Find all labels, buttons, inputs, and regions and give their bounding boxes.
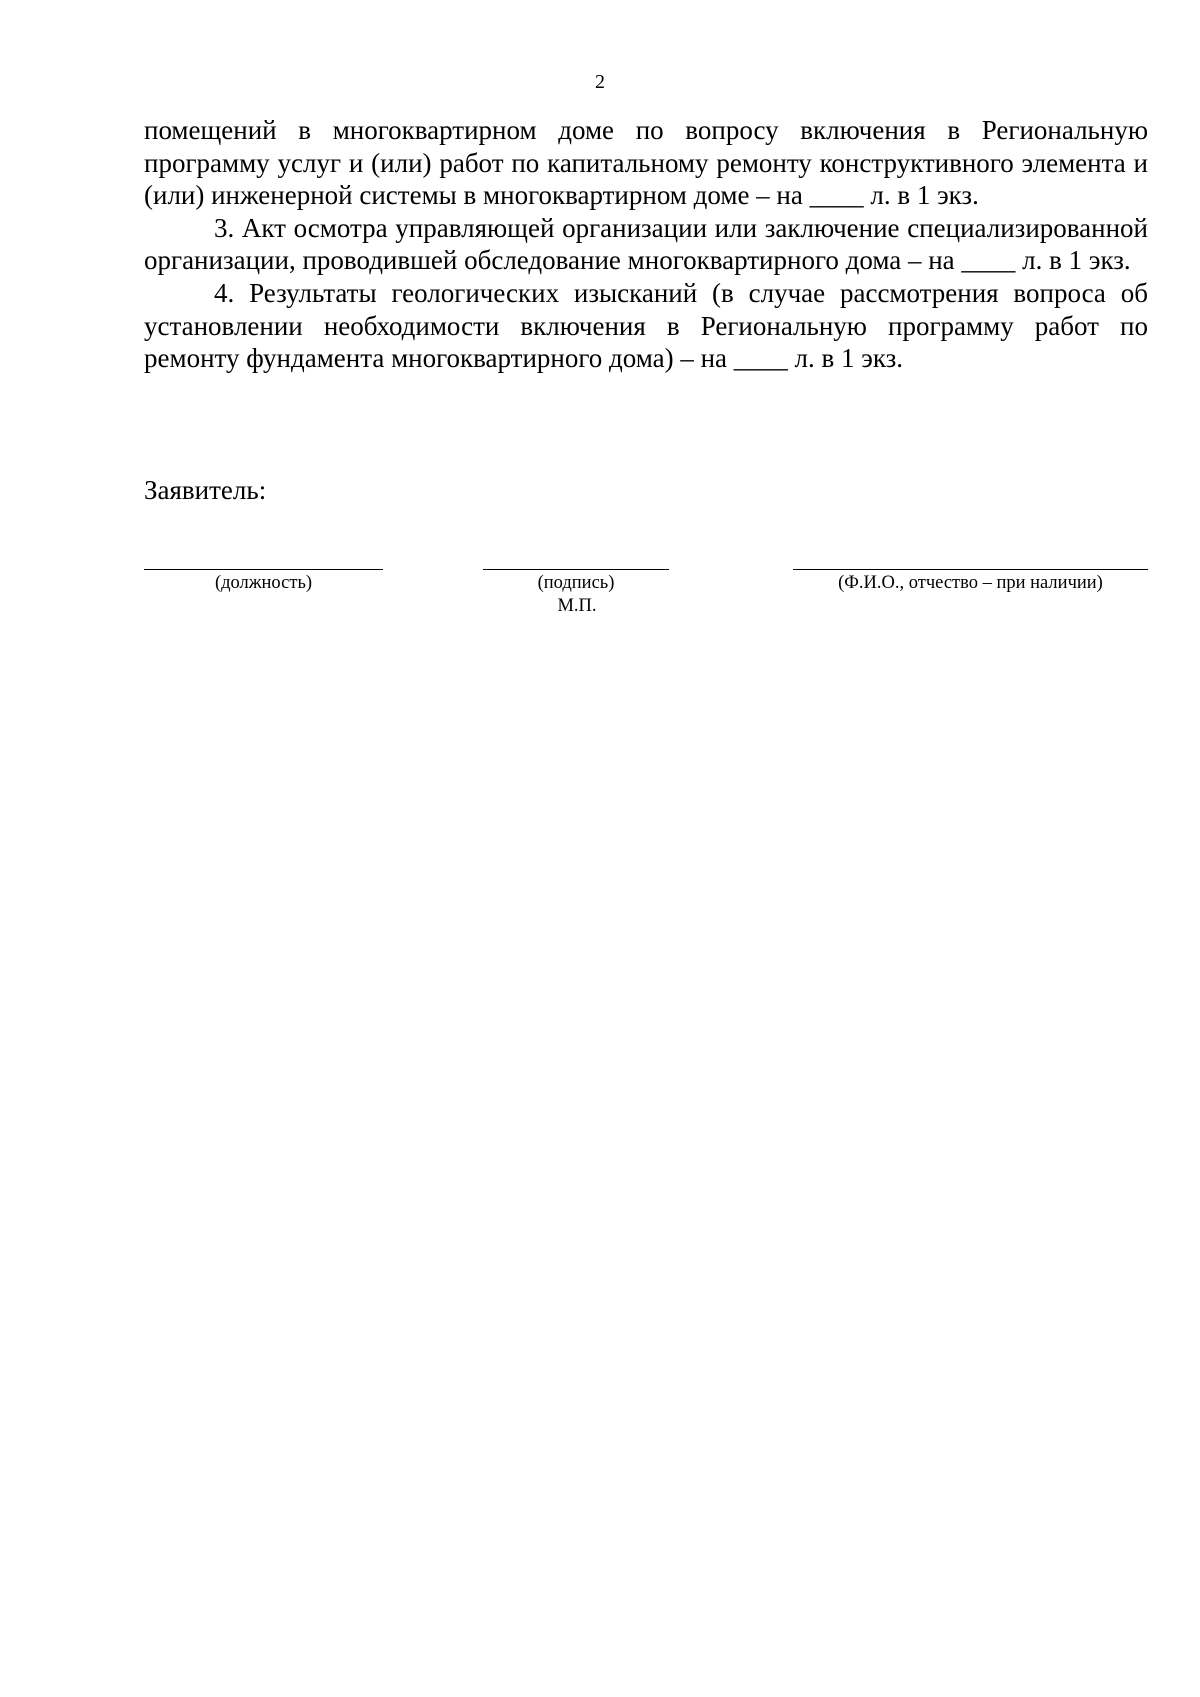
applicant-label: Заявитель: [144,475,267,505]
seal-caption: М.П. [557,596,597,616]
position-signature-line [144,569,383,570]
paragraph-item-4: 4. Результаты геологических изысканий (в случае рассмотрения вопроса об установлении необходимости включения в Региональную программу работ по ремонту фундамента многоквартирного дома) – на ____ л. в 1 экз. [144,277,1148,374]
document-body [144,114,1148,375]
page-number: 2 [595,71,605,93]
signature-caption: (подпись) [537,573,615,593]
name-caption: (Ф.И.О., отчество – при наличии) [838,573,1103,593]
name-signature-line [793,569,1148,570]
signature-line [483,569,669,570]
paragraph-item-3: 3. Акт осмотра управляющей организации или заключение специализированной организации, проводившей обследование многоквартирного дома – на ____ л. в 1 экз. [144,212,1148,276]
paragraph-continuation: помещений в многоквартирном доме по вопросу включения в Региональную программу услуг и (или) работ по капитальному ремонту конструктивного элемента и (или) инженерной системы в многоквартирном доме – на ____ л. в 1 экз. [144,115,1148,211]
position-caption: (должность) [214,573,313,593]
